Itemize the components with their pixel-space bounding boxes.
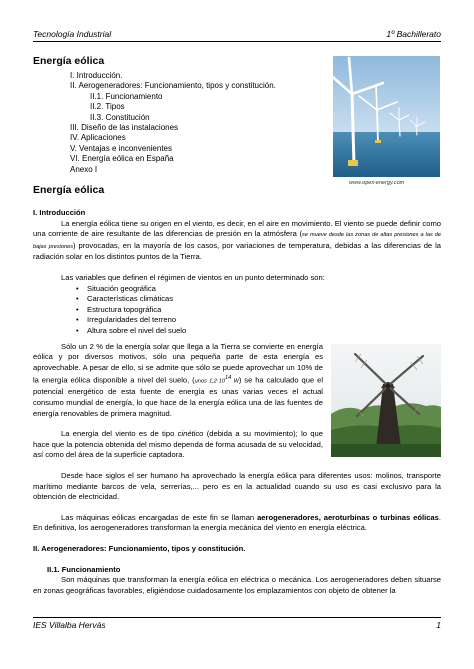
subsection-heading: I. Introducción	[33, 208, 86, 217]
paragraph-text: La energía eólica tiene su origen en el viento, es decir, en el aire en movimiento. El viento se puede definir como una corriente de aire resultante de las diferencias de presión en la atmósfera (	[33, 218, 441, 239]
table-of-contents	[70, 71, 276, 175]
paragraph-text: ) se ha calculado que el potencial energético de esta fuente de energía es unas varias veces el actual consumo mundial de energía, lo que hace de la energía eólica una de las fuentes de energía renovables de primera magnitud.	[33, 375, 324, 418]
list-item: • Situación geográfica	[87, 284, 441, 295]
list-item: • Altura sobre el nivel del suelo	[87, 326, 441, 337]
toc-item: VI. Energía eólica en España	[70, 154, 174, 164]
list-item: • Características climáticas	[87, 294, 441, 305]
offshore-wind-turbines-photo	[333, 56, 440, 177]
toc-item: IV. Aplicaciones	[70, 133, 126, 143]
paragraph-text: Las máquinas eólicas encargadas de este fin se llaman	[61, 512, 258, 522]
windmill-photo	[331, 344, 441, 457]
paragraph-text: (debida a su movimiento); lo que hace que la potencia obtenida del mismo dependa de forma acusada de su velocidad, así como del área de la superficie captadora.	[33, 429, 324, 460]
paragraph-bold: aerogeneradores, aeroturbinas o turbinas eólicas	[257, 512, 439, 522]
document-body	[33, 208, 441, 596]
header-course: 1º Bachillerato	[386, 29, 441, 39]
toc-item: II.3. Constitución	[90, 112, 150, 122]
paragraph-italic: cinético	[177, 429, 204, 439]
paragraph-note: W	[231, 378, 239, 385]
footer-school: IES Villalba Hervás	[33, 620, 106, 630]
image-credit: www.opex-energy.com	[349, 180, 405, 186]
bullet-list	[33, 284, 441, 337]
paragraph-text: ) provocadas, en la mayoría de los casos, por variaciones de temperatura, debidas a las diferencias de la radiación solar en los distintos puntos de la Tierra.	[33, 240, 441, 262]
paragraph: Las variables que definen el régimen de vientos en un punto determinado son:	[61, 272, 325, 282]
subsection-heading: II. Aerogeneradores: Funcionamiento, tipos y constitución.	[33, 543, 246, 553]
toc-item: V. Ventajas e inconvenientes	[70, 143, 173, 153]
toc-item: Anexo I	[70, 164, 98, 174]
toc-item: III. Diseño de las instalaciones	[70, 123, 179, 133]
header-subject: Tecnología Industrial	[33, 29, 112, 39]
paragraph	[33, 513, 441, 534]
paragraph-text: . En definitiva, los aerogeneradores transforman la energía mecánica del viento en energía eléctrica.	[33, 512, 441, 533]
list-item: • Irregularidades del terreno	[87, 315, 441, 326]
list-item: • Estructura topográfica	[87, 305, 441, 316]
toc-item: II.2. Tipos	[90, 102, 125, 112]
subsection-heading: II.1. Funcionamiento	[47, 564, 121, 574]
paragraph: Desde hace siglos el ser humano ha aprovechado la energía eólica para diferentes usos: molinos, transporte marítimo mediante barcos de vela, serrerías,... pero es en la actualidad cuando su uso es casi exclusivo para la obtención de electricidad.	[33, 471, 441, 502]
paragraph-text: La energía del viento es de tipo	[61, 429, 178, 439]
section-title: Energía eólica	[33, 184, 105, 196]
paragraph: Son máquinas que transforman la energía eólica en eléctrica o mecánica. Los aerogeneradores deben situarse en zonas geográficas favorables, eligiéndose cuidadosamente los emplazamientos con objeto de obtener la	[33, 575, 441, 595]
toc-item: I. Introducción.	[70, 71, 123, 80]
toc-item: II. Aerogeneradores: Funcionamiento, tipos y constitución.	[70, 81, 276, 91]
section-title: Energía eólica	[33, 55, 105, 67]
toc-item: II.1. Funcionamiento	[90, 91, 163, 101]
paragraph-text: Sólo un 2 % de la energía solar que llega a la Tierra se convierte en energía eólica y por diversos motivos, sólo una pequeña parte de esta energía es aprovechable. A pesar de ello, si se admite que sólo se puede aprovechar un 10% de la energía eólica disponible a nivel del suelo, (	[33, 341, 323, 385]
paragraph-note: unos 1,2·10	[194, 378, 225, 385]
superscript: 14	[225, 375, 232, 382]
paragraph	[33, 219, 441, 263]
page-footer	[33, 617, 441, 630]
page-header	[33, 29, 441, 42]
paragraph-note: se mueve desde las zonas de altas presiones a las de bajas presiones	[33, 232, 441, 250]
page-number: 1	[436, 620, 441, 630]
